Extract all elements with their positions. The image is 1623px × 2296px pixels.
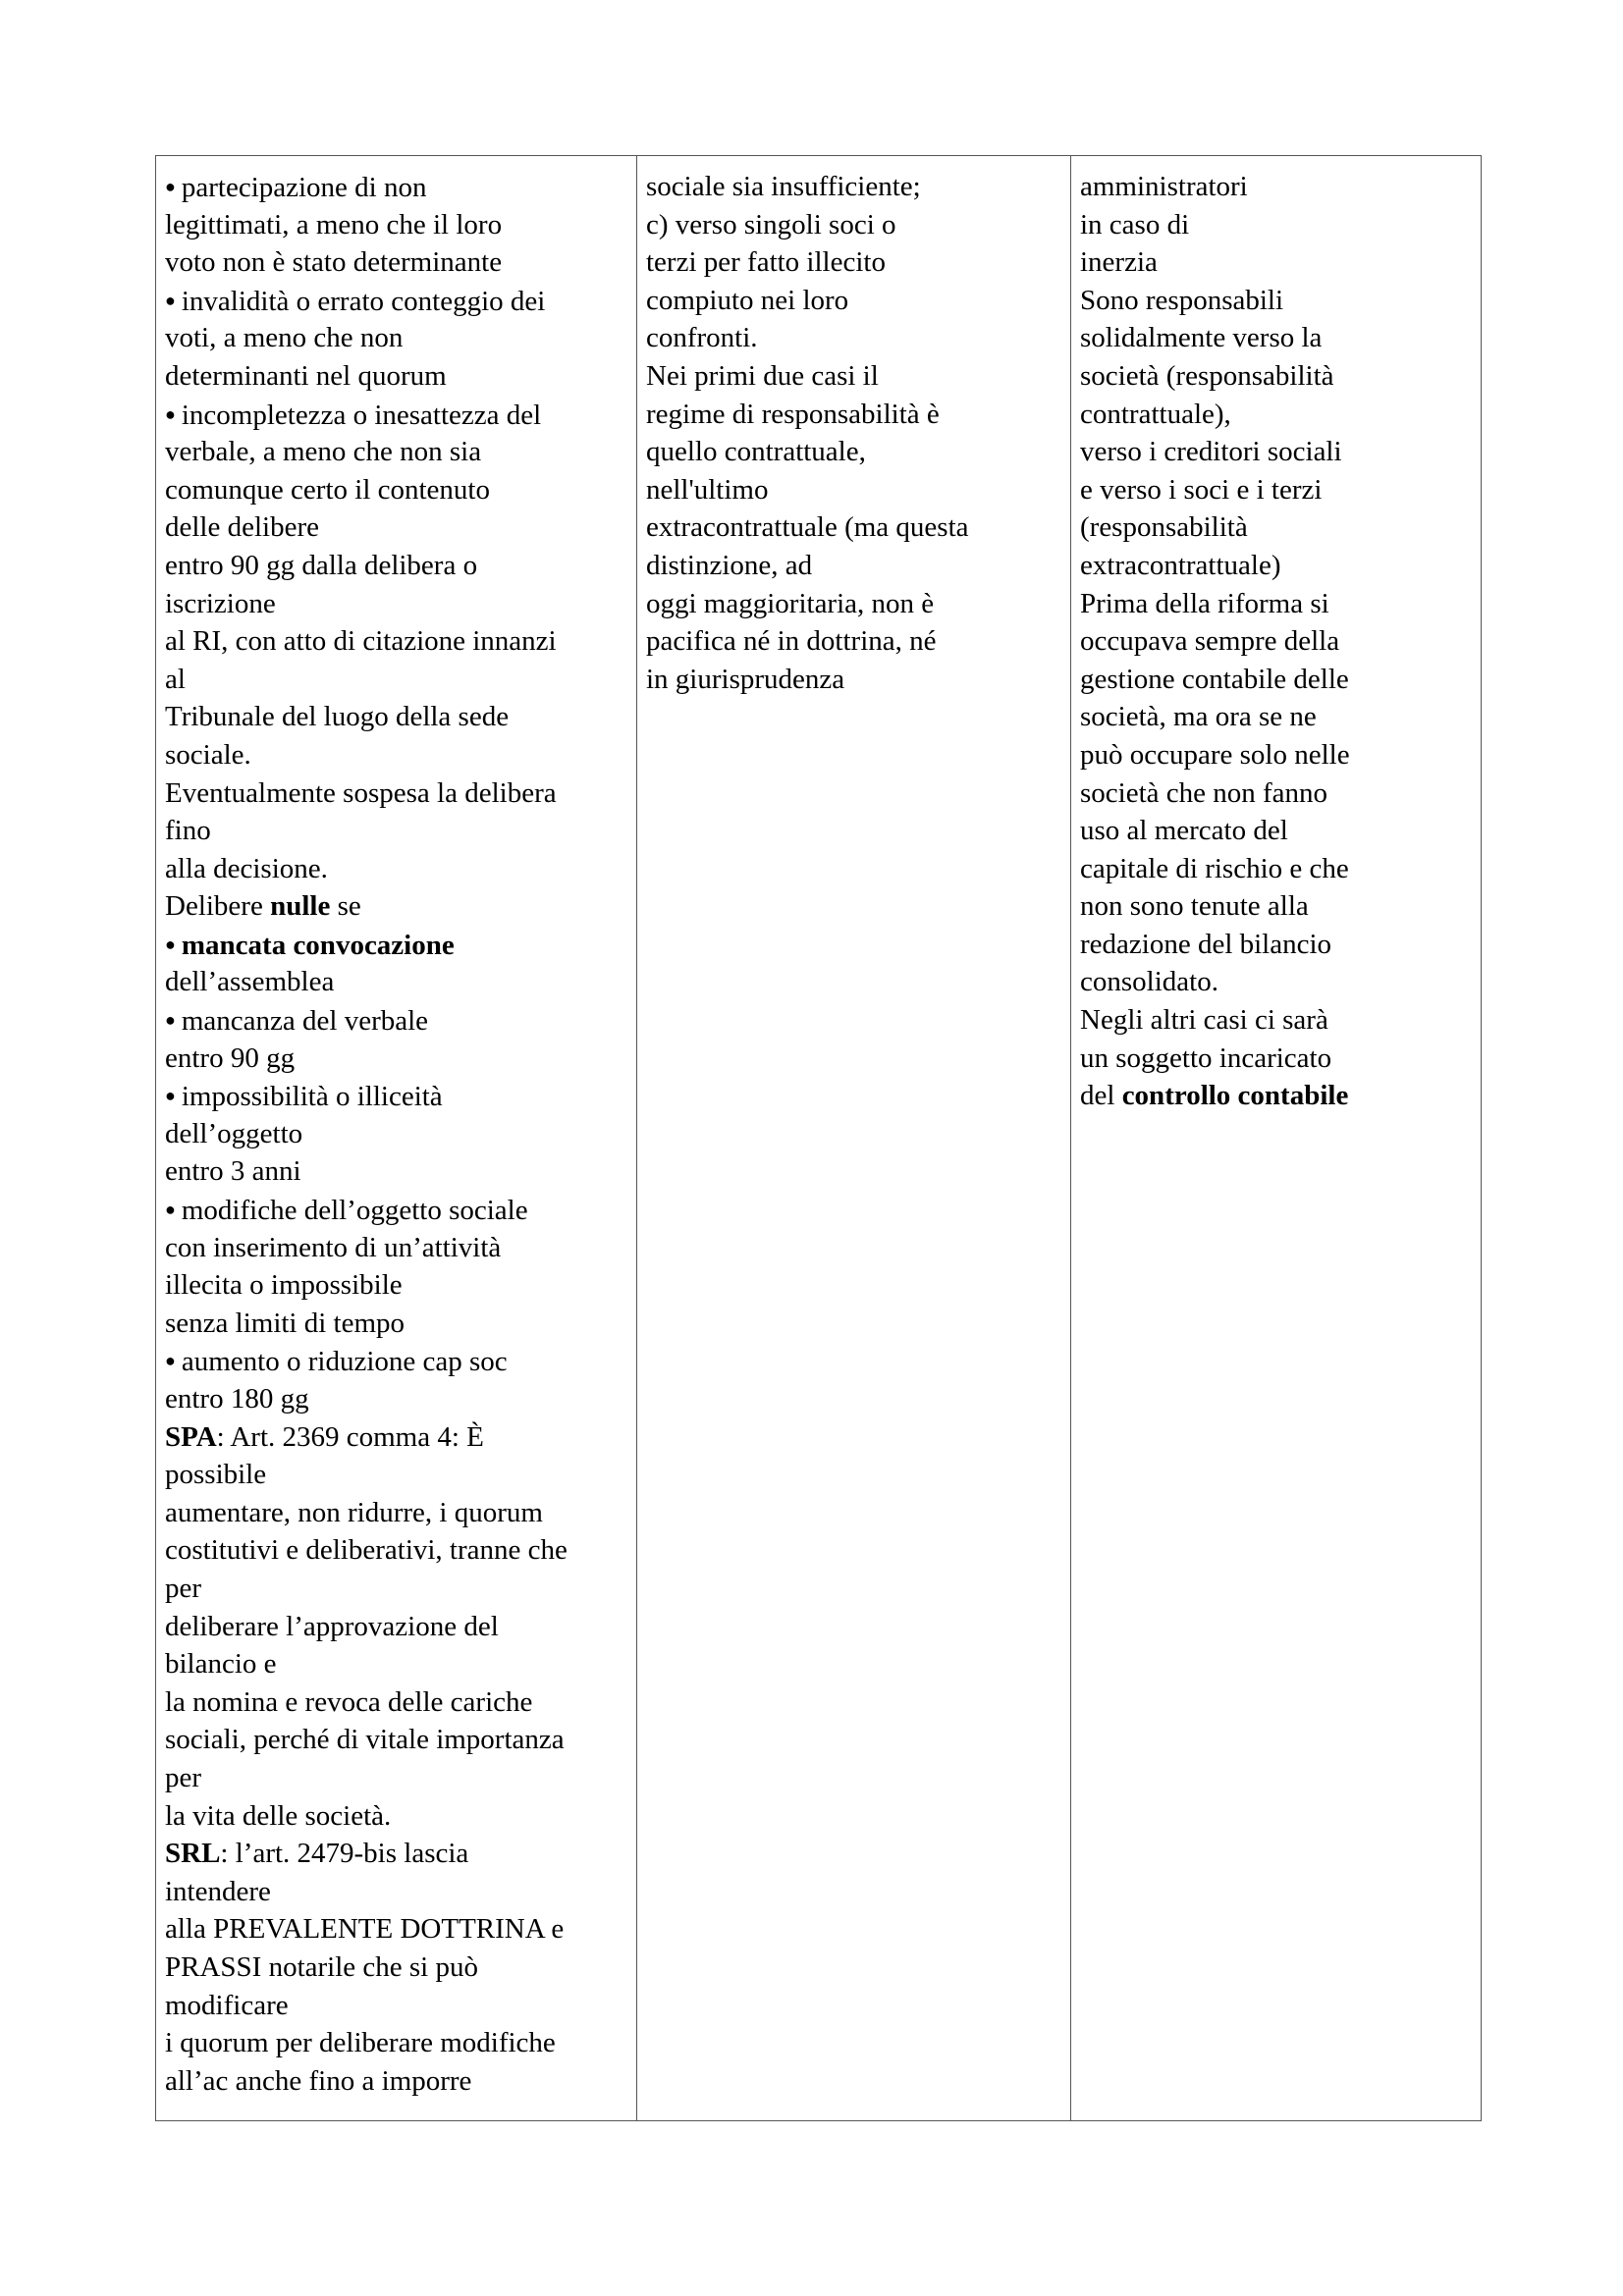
line-text: voto non è stato determinante xyxy=(165,246,503,279)
line-text: verbale, a meno che non sia xyxy=(165,436,482,468)
line-text: quello contrattuale, xyxy=(646,436,866,468)
line-text: contrattuale), xyxy=(1080,398,1231,430)
text-line xyxy=(1080,282,1483,320)
line-text: entro 180 gg xyxy=(165,1383,309,1415)
text-line xyxy=(165,508,636,547)
line-text: deliberare l’approvazione del xyxy=(165,1610,499,1642)
text-line xyxy=(1080,887,1483,926)
text-line xyxy=(165,622,636,661)
text-line xyxy=(165,774,636,813)
text-line xyxy=(1080,774,1483,813)
line-text: dell’oggetto xyxy=(165,1117,303,1149)
line-text: confronti. xyxy=(646,322,758,354)
text-line xyxy=(165,1191,636,1229)
line-text: occupava sempre della xyxy=(1080,625,1340,658)
line-text: aumento o riduzione cap soc xyxy=(181,1346,508,1378)
text-line xyxy=(1080,622,1483,661)
text-line xyxy=(165,661,636,699)
text-line xyxy=(646,357,1070,396)
text-line xyxy=(646,282,1070,320)
text-line xyxy=(165,1115,636,1153)
text-line xyxy=(165,243,636,282)
line-text: in giurisprudenza xyxy=(646,663,845,695)
text-line xyxy=(1080,1001,1483,1040)
text-line xyxy=(165,1759,636,1797)
line-text: sociale sia insufficiente; xyxy=(646,171,921,202)
line-text: PRASSI notarile che si può xyxy=(165,1950,478,1983)
line-text: voti, a meno che non xyxy=(165,322,404,354)
line-text: comunque certo il contenuto xyxy=(165,473,490,506)
line-text: Tribunale del luogo della sede xyxy=(165,701,510,733)
bullet-icon: ● xyxy=(165,177,176,196)
text-line xyxy=(165,1229,636,1267)
text-line xyxy=(165,168,636,206)
text-line xyxy=(165,1645,636,1683)
line-text: del xyxy=(1080,1080,1122,1112)
line-text: illecita o impossibile xyxy=(165,1269,403,1302)
text-line xyxy=(165,963,636,1001)
text-line xyxy=(165,1949,636,1987)
line-text: società che non fanno xyxy=(1080,776,1328,809)
text-line xyxy=(1080,926,1483,964)
text-line xyxy=(165,1797,636,1836)
line-bold-text: SRL xyxy=(165,1838,221,1870)
text-line xyxy=(165,1531,636,1570)
line-text: extracontrattuale) xyxy=(1080,549,1281,581)
line-text: per xyxy=(165,1761,202,1793)
bullet-icon: ● xyxy=(165,403,176,424)
text-line xyxy=(165,319,636,357)
line-text: bilancio e xyxy=(165,1648,277,1681)
line-text: può occupare solo nelle xyxy=(1080,738,1350,771)
text-line xyxy=(1080,963,1483,1001)
text-line xyxy=(165,926,636,964)
line-text: la nomina e revoca delle cariche xyxy=(165,1685,533,1718)
text-line xyxy=(165,471,636,509)
line-text: senza limiti di tempo xyxy=(165,1307,406,1339)
line-text-after: : Art. 2369 comma 4: È xyxy=(216,1420,484,1453)
text-line xyxy=(1080,396,1483,434)
line-text: extracontrattuale (ma questa xyxy=(646,511,969,544)
line-text: Eventualmente sospesa la delibera xyxy=(165,776,557,809)
text-line xyxy=(1080,1040,1483,1078)
text-line xyxy=(1080,357,1483,396)
line-text: non sono tenute alla xyxy=(1080,890,1309,923)
line-text: alla PREVALENTE DOTTRINA e xyxy=(165,1913,565,1946)
line-text: oggi maggioritaria, non è xyxy=(646,587,935,619)
text-line xyxy=(165,1077,636,1115)
line-text: incompletezza o inesattezza del xyxy=(181,399,542,431)
text-line xyxy=(165,357,636,396)
text-line xyxy=(165,206,636,244)
text-line xyxy=(165,1152,636,1191)
text-line xyxy=(165,1342,636,1380)
line-text: iscrizione xyxy=(165,587,276,619)
text-line xyxy=(646,471,1070,509)
text-line xyxy=(646,433,1070,471)
text-line xyxy=(646,206,1070,244)
text-line xyxy=(646,243,1070,282)
line-text: possibile xyxy=(165,1459,267,1491)
line-text: compiuto nei loro xyxy=(646,284,849,316)
line-text: al xyxy=(165,663,186,695)
text-line xyxy=(165,396,636,434)
text-line xyxy=(165,1910,636,1949)
line-text: in caso di xyxy=(1080,208,1190,240)
text-line xyxy=(646,622,1070,661)
line-text: distinzione, ad xyxy=(646,549,813,581)
table-column-1 xyxy=(156,156,637,2120)
text-line xyxy=(1080,547,1483,585)
line-text: nell'ultimo xyxy=(646,473,769,506)
line-text: Nei primi due casi il xyxy=(646,359,879,392)
line-text: uso al mercato del xyxy=(1080,815,1288,847)
line-text: e verso i soci e i terzi xyxy=(1080,473,1323,506)
text-line xyxy=(165,1456,636,1494)
line-text: società (responsabilità xyxy=(1080,359,1334,392)
line-text: entro 90 gg xyxy=(165,1041,296,1074)
line-text: gestione contabile delle xyxy=(1080,663,1349,695)
line-text: impossibilità o illiceità xyxy=(181,1081,443,1113)
line-text: modificare xyxy=(165,1989,289,2021)
line-text: delle delibere xyxy=(165,511,319,544)
text-line xyxy=(165,1835,636,1873)
line-text: aumentare, non ridurre, i quorum xyxy=(165,1496,543,1528)
text-line xyxy=(646,168,1070,206)
text-line xyxy=(646,661,1070,699)
line-text: regime di responsabilità è xyxy=(646,398,940,430)
line-text: sociali, perché di vitale importanza xyxy=(165,1724,565,1756)
line-text: (responsabilità xyxy=(1080,511,1248,544)
line-text: la vita delle società. xyxy=(165,1799,392,1832)
line-text: dell’assemblea xyxy=(165,966,335,998)
line-text: capitale di rischio e che xyxy=(1080,852,1349,884)
text-line xyxy=(165,433,636,471)
line-text: c) verso singoli soci o xyxy=(646,208,896,240)
line-text: sociale. xyxy=(165,738,251,771)
bullet-icon: ● xyxy=(165,1351,176,1371)
line-text: legittimati, a meno che il loro xyxy=(165,208,503,240)
line-text: partecipazione di non xyxy=(181,172,427,203)
text-line xyxy=(1080,243,1483,282)
text-line xyxy=(646,396,1070,434)
line-text: Delibere xyxy=(165,890,271,923)
text-line xyxy=(165,1873,636,1911)
text-line xyxy=(165,1494,636,1532)
text-line xyxy=(646,585,1070,623)
line-text: costitutivi e deliberativi, tranne che xyxy=(165,1534,568,1567)
line-text: un soggetto incaricato xyxy=(1080,1041,1332,1074)
text-line xyxy=(165,736,636,774)
text-line xyxy=(1080,319,1483,357)
line-bold-text: SPA xyxy=(165,1420,217,1453)
text-line xyxy=(165,1418,636,1457)
line-text: fino xyxy=(165,815,211,847)
line-text: i quorum per deliberare modifiche xyxy=(165,2027,556,2059)
line-text: intendere xyxy=(165,1875,271,1907)
line-text: redazione del bilancio xyxy=(1080,928,1332,960)
line-text: pacifica né in dottrina, né xyxy=(646,625,937,658)
line-text: alla decisione. xyxy=(165,852,328,884)
text-line xyxy=(1080,661,1483,699)
text-line xyxy=(646,547,1070,585)
line-text: entro 3 anni xyxy=(165,1155,301,1188)
line-text: verso i creditori sociali xyxy=(1080,436,1342,468)
text-line xyxy=(165,585,636,623)
line-text: società, ma ora se ne xyxy=(1080,701,1317,733)
text-line xyxy=(165,698,636,736)
bullet-icon: ● xyxy=(165,934,176,954)
text-line xyxy=(646,508,1070,547)
line-bold-text: controllo contabile xyxy=(1121,1080,1349,1112)
document-table xyxy=(155,155,1482,2121)
text-line xyxy=(165,1608,636,1646)
text-line xyxy=(165,1380,636,1418)
line-text: Sono responsabili xyxy=(1080,284,1284,316)
bullet-icon: ● xyxy=(165,1010,176,1031)
text-line xyxy=(165,1683,636,1722)
text-line xyxy=(165,1570,636,1608)
text-line xyxy=(165,282,636,320)
line-text: Negli altri casi ci sarà xyxy=(1080,1004,1328,1037)
text-line xyxy=(165,1040,636,1078)
text-line xyxy=(1080,508,1483,547)
text-line xyxy=(165,850,636,888)
bullet-icon: ● xyxy=(165,290,176,310)
text-line xyxy=(1080,168,1483,206)
line-text: consolidato. xyxy=(1080,966,1218,998)
text-line xyxy=(165,1266,636,1305)
line-text: Prima della riforma si xyxy=(1080,587,1329,619)
text-line xyxy=(165,1721,636,1759)
line-text: determinanti nel quorum xyxy=(165,359,447,392)
text-line xyxy=(1080,812,1483,850)
line-text-after: se xyxy=(330,890,361,923)
text-line xyxy=(1080,433,1483,471)
line-text: solidalmente verso la xyxy=(1080,322,1323,354)
line-text: entro 90 gg dalla delibera o xyxy=(165,549,478,581)
text-line xyxy=(646,319,1070,357)
line-bold-text: nulle xyxy=(270,890,331,923)
bullet-icon: ● xyxy=(165,1200,176,1220)
line-text: con inserimento di un’attività xyxy=(165,1231,502,1263)
text-line xyxy=(165,1001,636,1040)
line-text: mancanza del verbale xyxy=(181,1005,429,1038)
line-text: inerzia xyxy=(1080,246,1158,279)
text-line xyxy=(165,2062,636,2101)
line-text: al RI, con atto di citazione innanzi xyxy=(165,625,557,658)
line-text: modifiche dell’oggetto sociale xyxy=(181,1195,528,1227)
text-line xyxy=(1080,471,1483,509)
table-column-3 xyxy=(1071,156,1483,2120)
line-text: invalidità o errato conteggio dei xyxy=(181,285,546,317)
line-text-after: : l’art. 2479-bis lascia xyxy=(220,1838,469,1870)
text-line xyxy=(1080,1077,1483,1115)
line-text: terzi per fatto illecito xyxy=(646,246,886,279)
line-text: amministratori xyxy=(1080,171,1248,202)
line-text: all’ac anche fino a imporre xyxy=(165,2064,472,2097)
text-line xyxy=(165,812,636,850)
line-bold-text: mancata convocazione xyxy=(181,929,455,961)
text-line xyxy=(1080,736,1483,774)
text-line xyxy=(1080,698,1483,736)
text-line xyxy=(165,887,636,926)
text-line xyxy=(1080,206,1483,244)
text-line xyxy=(165,1305,636,1343)
text-line xyxy=(165,547,636,585)
bullet-icon: ● xyxy=(165,1086,176,1106)
text-line xyxy=(165,1987,636,2025)
text-line xyxy=(1080,585,1483,623)
text-line xyxy=(1080,850,1483,888)
text-line xyxy=(165,2024,636,2062)
table-column-2 xyxy=(637,156,1071,2120)
line-text: per xyxy=(165,1572,202,1604)
